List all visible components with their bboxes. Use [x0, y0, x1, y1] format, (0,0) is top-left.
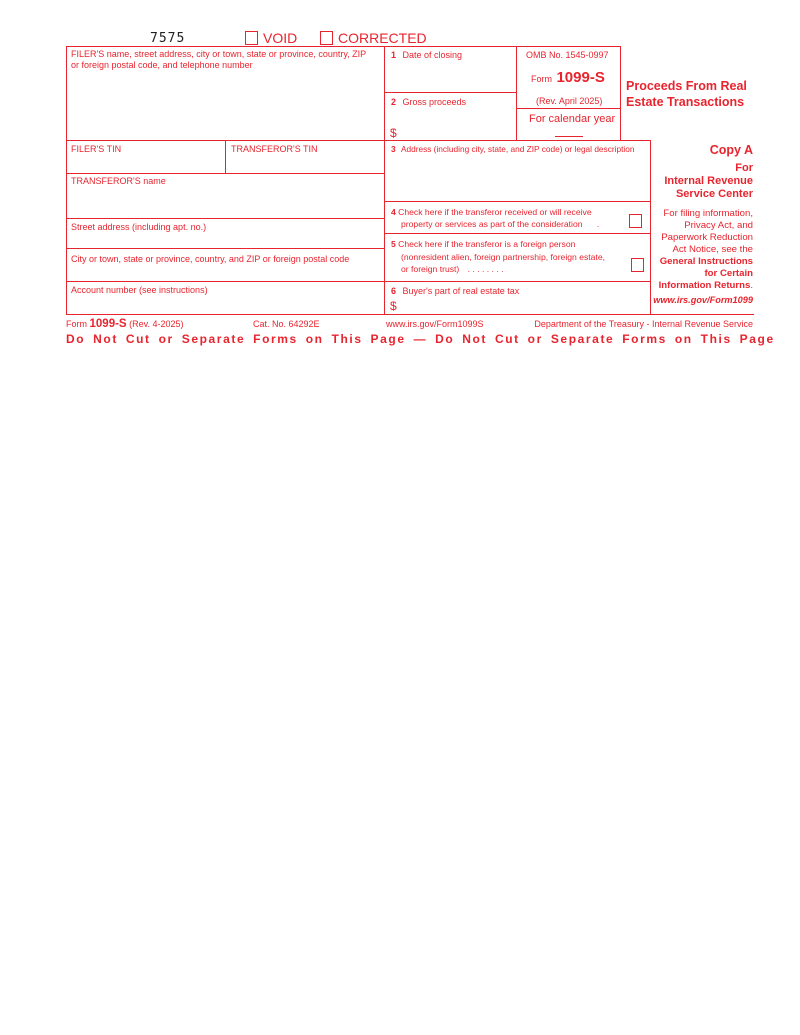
box1-label — [391, 50, 462, 61]
real-estate-tax-field[interactable] — [400, 298, 648, 313]
transferor-tin-label: TRANSFEROR'S TIN — [231, 144, 318, 154]
filing-info — [640, 208, 753, 292]
box1-number: 1 — [391, 50, 397, 60]
box5-line2: (nonresident alien, foreign partnership, foreign estate, — [401, 251, 605, 262]
box3-number: 3 — [391, 144, 396, 154]
box3-label — [391, 144, 634, 154]
void-checkbox[interactable] — [245, 31, 258, 45]
box6-text: Buyer's part of real estate tax — [402, 286, 520, 296]
box5-dots: . . . . . . . . — [467, 264, 504, 274]
revision-date: (Rev. April 2025) — [536, 96, 603, 106]
filer-tin-field[interactable] — [67, 156, 224, 172]
box6-label — [391, 286, 519, 297]
box2-dollar: $ — [390, 126, 397, 140]
transferor-name-field[interactable] — [67, 188, 383, 217]
form-number: 1099-S — [556, 69, 605, 86]
gross-proceeds-field[interactable] — [400, 110, 514, 138]
filing-info-line5: General Instructions — [659, 256, 753, 267]
street-address-label: Street address (including apt. no.) — [71, 222, 207, 232]
filer-tin-label: FILER'S TIN — [71, 144, 122, 154]
footer-url: www.irs.gov/Form1099S — [386, 319, 484, 329]
footer-dept: Department of the Treasury - Internal Revenue Service — [534, 319, 753, 329]
street-address-field[interactable] — [67, 234, 383, 247]
box5-line3: or foreign trust) — [401, 264, 460, 274]
property-address-field[interactable] — [385, 156, 649, 200]
form-heading — [626, 78, 747, 110]
box5-line1: Check here if the transferor is a foreign person — [398, 239, 576, 249]
irs-center — [640, 175, 753, 201]
irs-center-line1: Internal Revenue — [664, 175, 753, 187]
filing-info-line3: Paperwork Reduction — [661, 232, 753, 243]
do-not-cut-warning: Do Not Cut or Separate Forms on This Page — Do Not Cut or Separate Forms on This Page — [66, 332, 775, 346]
box4-dots: . — [596, 219, 600, 229]
form-word: Form — [531, 74, 552, 84]
filing-info-line4: Act Notice, see the — [672, 244, 753, 255]
void-label: VOID — [263, 30, 298, 46]
city-field[interactable] — [67, 266, 383, 280]
box6-number: 6 — [391, 286, 397, 296]
box2-number: 2 — [391, 97, 397, 107]
corrected-checkbox[interactable] — [320, 31, 333, 45]
box4-label — [391, 206, 623, 230]
box4-line1: Check here if the transferor received or will receive — [398, 207, 592, 217]
box2-label — [391, 97, 466, 108]
filing-info-line2: Privacy Act, and — [684, 220, 753, 231]
form-heading-line1: Proceeds From Real — [626, 79, 747, 93]
calendar-year-label: For calendar year — [529, 113, 616, 125]
filer-name-field[interactable] — [67, 75, 383, 139]
box5-label — [391, 238, 623, 276]
filing-info-period: . — [750, 280, 753, 291]
box5-number: 5 — [391, 239, 396, 249]
box4-line2: property or services as part of the consideration — [401, 219, 583, 229]
footer-form-word: Form — [66, 319, 87, 329]
footer-rev: (Rev. 4-2025) — [129, 319, 184, 329]
footer-form-number: 1099-S — [89, 318, 127, 330]
copy-label: Copy A — [709, 143, 753, 157]
omb-number: OMB No. 1545-0997 — [526, 50, 609, 60]
box1-text: Date of closing — [402, 50, 463, 60]
box4-number: 4 — [391, 207, 396, 217]
transferor-name-label: TRANSFEROR'S name — [71, 176, 166, 186]
form-code: 7575 — [150, 31, 186, 46]
filer-name-label: FILER'S name, street address, city or town, state or province, country, ZIP or foreign postal code, and telephone number — [71, 49, 367, 70]
filing-info-line1: For filing information, — [663, 208, 753, 219]
account-number-field[interactable] — [67, 297, 383, 313]
date-of-closing-field[interactable] — [385, 62, 515, 91]
corrected-label: CORRECTED — [338, 30, 427, 46]
calendar-year-field[interactable] — [555, 136, 583, 137]
footer-form-id — [66, 318, 183, 330]
transferor-tin-field[interactable] — [226, 156, 383, 172]
form-heading-line2: Estate Transactions — [626, 95, 745, 109]
filing-info-line7: Information Returns — [658, 280, 751, 291]
account-number-label: Account number (see instructions) — [71, 285, 208, 295]
irs-center-line2: Service Center — [675, 188, 753, 200]
city-label: City or town, state or province, country, and ZIP or foreign postal code — [71, 254, 350, 264]
filing-info-line6: for Certain — [704, 268, 753, 279]
box2-text: Gross proceeds — [402, 97, 467, 107]
irs-website: www.irs.gov/Form1099 — [653, 295, 753, 305]
for-label: For — [735, 162, 753, 174]
form-title — [531, 69, 605, 87]
box3-text: Address (including city, state, and ZIP code) or legal description — [400, 144, 635, 154]
footer-cat-number: Cat. No. 64292E — [253, 319, 320, 329]
box6-dollar: $ — [390, 299, 397, 313]
